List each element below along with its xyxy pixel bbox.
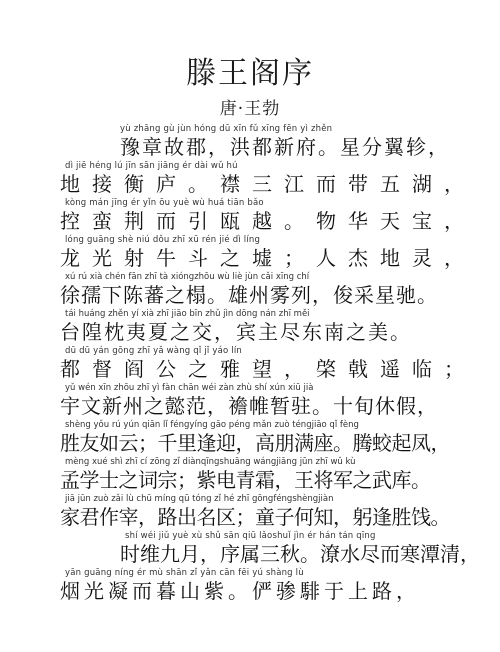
- pinyin-text: shèng yǒu rú yún qiān lǐ féngyíng gāo péng mǎn zuò téngjiāo qǐ fèng: [65, 420, 359, 430]
- pinyin-text: yān guāng níng ér mù shān zǐ yǎn cān fēi yú shàng lù: [65, 568, 304, 578]
- pinyin-text: yǔ wén xīn zhōu zhī yì fàn chān wéi zàn zhù shí xún xiū jià: [65, 383, 314, 393]
- poem-line: [0, 568, 500, 603]
- pinyin-text: jiā jūn zuò zǎi lù chū míng qū tóng zǐ hé zhī gōngféngshèngjiàn: [65, 494, 334, 504]
- hanzi-text: 宇文新州之懿范，襜帷暂驻。十旬休假，: [60, 394, 438, 418]
- pinyin-text: dū dū yán gōng zhī yǎ wàng qǐ jǐ yáo lín: [65, 346, 243, 356]
- pinyin-text: shí wéi jiǔ yuè xù shǔ sān qiū lǎoshuǐ jìn ér hán tán qīng: [125, 531, 376, 541]
- pinyin-text: mèng xué shì zhī cí zōng zǐ diànqīngshuāng wángjiāng jūn zhī wǔ kù: [65, 457, 356, 467]
- poem-line: [0, 161, 500, 196]
- hanzi-text: 豫章故郡，洪都新府。星分翼轸，: [120, 135, 450, 159]
- hanzi-text: 家君作宰，路出名区；童子何知，躬逢胜饯。: [60, 505, 450, 529]
- poem-line: [0, 198, 500, 233]
- poem-line: [0, 494, 500, 529]
- author-line: 唐·王勃: [219, 99, 281, 119]
- hanzi-text: 龙光射牛斗之墟；人杰地灵，: [60, 246, 476, 270]
- hanzi-text: 胜友如云；千里逢迎，高朋满座。腾蛟起凤，: [60, 431, 450, 455]
- poem-line: [0, 235, 500, 270]
- poem-line: [0, 124, 500, 159]
- pinyin-text: lóng guāng shè niú dǒu zhī xū rén jié dì líng: [65, 235, 261, 245]
- hanzi-text: 都督阎公之雅望，棨戟遥临；: [60, 357, 476, 381]
- poem-line: [0, 420, 500, 455]
- hanzi-text: 台隍枕夷夏之交，宾主尽东南之美。: [60, 320, 412, 344]
- pinyin-text: dì jiē héng lú jīn sān jiāng ér dài wǔ hú: [65, 161, 238, 171]
- poem-line: [0, 531, 500, 566]
- page-title: 滕王阁序: [186, 56, 314, 91]
- poem-line: [0, 383, 500, 418]
- poem-line: [0, 457, 500, 492]
- poem-line: [0, 346, 500, 381]
- hanzi-text: 控蛮荆而引瓯越。物华天宝，: [60, 209, 476, 233]
- poem-line: [0, 309, 500, 344]
- hanzi-text: 孟学士之词宗；紫电青霜，王将军之武库。: [60, 468, 431, 492]
- hanzi-text: 地接衡庐。襟三江而带五湖，: [60, 172, 476, 196]
- hanzi-text: 徐孺下陈蕃之榻。雄州雾列，俊采星驰。: [60, 283, 438, 307]
- pinyin-text: tái huáng zhěn yí xià zhī jiāo bīn zhǔ jìn dōng nán zhī měi: [65, 309, 310, 319]
- pinyin-text: yù zhāng gù jùn hóng dū xīn fǔ xīng fēn yì zhěn: [120, 124, 333, 134]
- pinyin-text: xú rú xià chén fān zhī tà xióngzhōu wù liè jùn cǎi xīng chí: [65, 272, 310, 282]
- poem-line: [0, 272, 500, 307]
- hanzi-text: 时维九月，序属三秋。潦水尽而寒潭清，: [120, 542, 480, 566]
- poem-body: [0, 124, 500, 605]
- pinyin-text: kòng mán jīng ér yǐn ōu yuè wù huá tiān bǎo: [65, 198, 264, 208]
- hanzi-text: 烟光凝而暮山紫。俨骖騑于上路，: [60, 579, 420, 603]
